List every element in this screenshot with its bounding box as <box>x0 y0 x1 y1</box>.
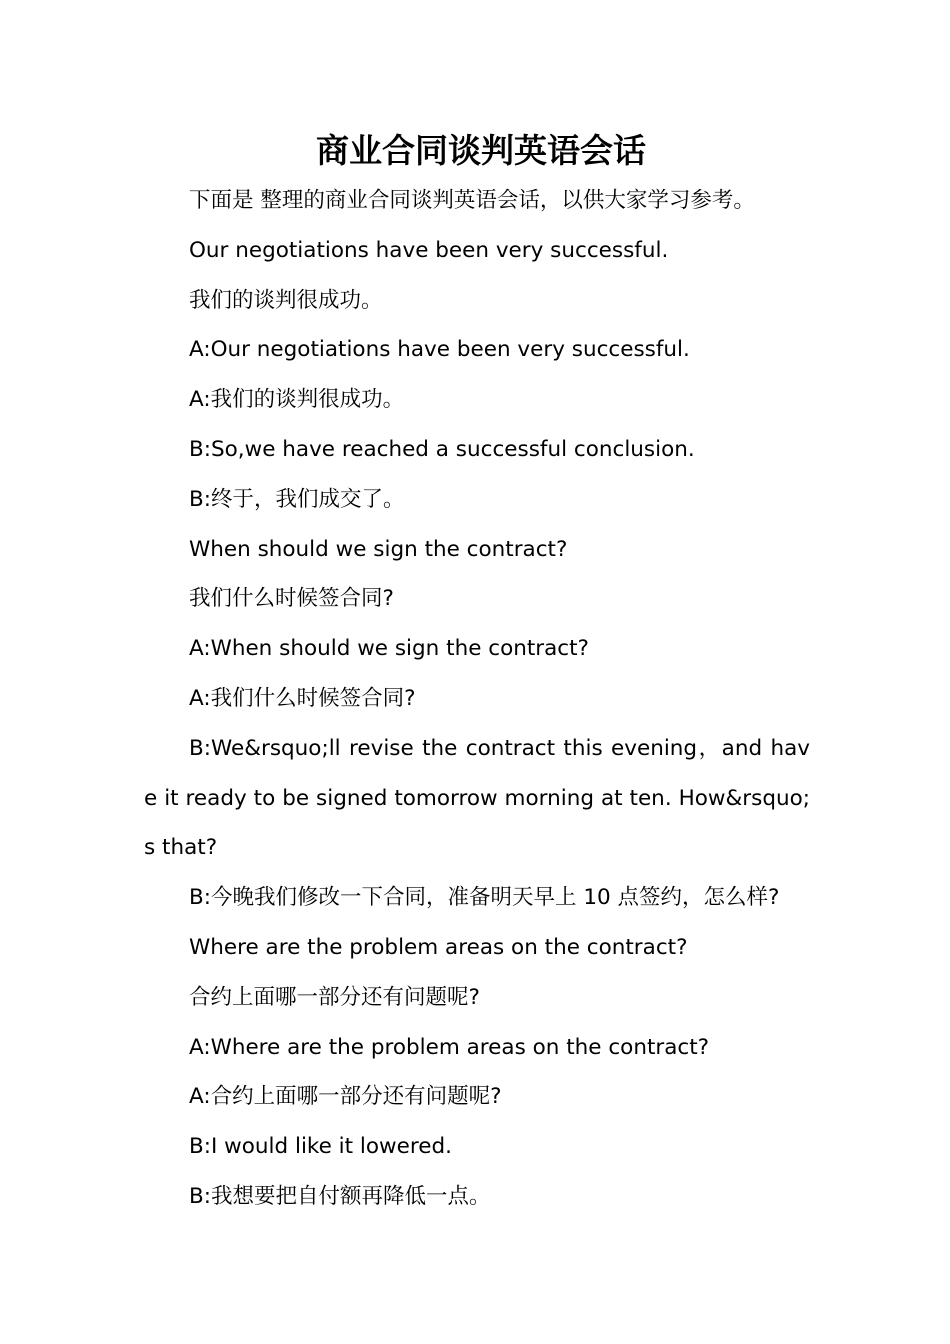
dialogue-line: B:今晚我们修改一下合同，准备明天早上 10 点签约，怎么样? <box>189 885 780 911</box>
dialogue-line: B:我想要把自付额再降低一点。 <box>189 1183 491 1209</box>
dialogue-line: 我们的谈判很成功。 <box>189 287 383 313</box>
dialogue-line: Our negotiations have been very successful. <box>189 237 669 263</box>
dialogue-line: When should we sign the contract? <box>189 536 568 562</box>
dialogue-line: B:I would like it lowered. <box>189 1134 452 1160</box>
dialogue-line: A:合约上面哪一部分还有问题呢? <box>189 1084 502 1110</box>
intro-paragraph: 下面是 整理的商业合同谈判英语会话，以供大家学习参考。 <box>189 188 755 213</box>
document-body <box>144 176 810 1222</box>
dialogue-line: A:Our negotiations have been very successful. <box>189 337 690 363</box>
document-title: 商业合同谈判英语会话 <box>316 131 646 170</box>
dialogue-line: A:When should we sign the contract? <box>189 636 589 662</box>
dialogue-line: A:Where are the problem areas on the contract? <box>189 1034 710 1060</box>
dialogue-line: 我们什么时候签合同? <box>189 586 394 612</box>
dialogue-line: B:So,we have reached a successful conclusion. <box>189 436 695 462</box>
dialogue-line: B:终于，我们成交了。 <box>189 486 405 512</box>
dialogue-line: B:We&rsquo;ll revise the contract this evening，and have it ready to be signed tomorrow morning at ten. How&rsquo;s that? <box>144 735 810 861</box>
dialogue-line: 合约上面哪一部分还有问题呢? <box>189 984 480 1010</box>
dialogue-line: A:我们的谈判很成功。 <box>189 387 405 413</box>
dialogue-line: A:我们什么时候签合同? <box>189 685 416 711</box>
dialogue-line: Where are the problem areas on the contract? <box>189 934 688 960</box>
